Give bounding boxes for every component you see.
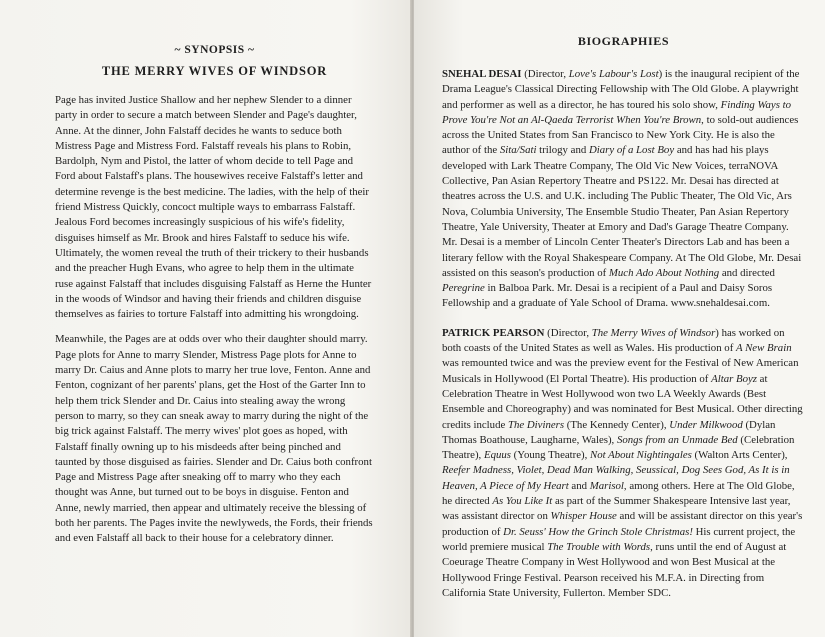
bio-title: Songs from an Unmade Bed — [616, 433, 738, 446]
bio-text: and directed — [719, 266, 775, 279]
bio-text: (Director, — [544, 326, 592, 339]
bio-text: at Celebration Theatre in West Hollywood won two LA Weekly Awards (Best Ensemble and Choreography) and was nominated for Best Musical. Other directing credits include — [442, 372, 803, 431]
bio-title: Sita/Sati — [499, 144, 537, 157]
synopsis-paragraph-2: Meanwhile, the Pages are at odds over who their daughter should marry. Page plots for Anne to marry Slender, Mistress Page plots for Anne to marry Dr. Caius and Anne plots to marry her true love, Fenton. Anne and Fenton, cognizant of her parents' plans, get the Host of the Garter Inn to help them trick Slender and Dr. Caius into stealing away the wrong person to marry, so they can sneak away to marry during the night of the big trick against Falstaff. The merry wives' plot goes as hoped, with Falstaff finally owning up to his misdeeds after being pinched and taunted by those disguised as fairies. Slender and Dr. Caius both confront Page and Mistress Page after sneaking off to marry who they each thought was Anne, but turned out to be boys in disguise. Fenton and Anne, newly married, then appear and ultimately receive the blessing of both her parents. The Pages invite the newlyweds, the Fords, their friends and even Falstaff all back to their house for a celebratory dinner. — [55, 333, 373, 545]
bio-text: (The Kennedy Center), — [564, 418, 670, 431]
bio-title: Much Ado About Nothing — [608, 266, 720, 279]
bio-title: A New Brain — [736, 342, 792, 355]
bio-text: (Director, — [521, 68, 569, 80]
synopsis-label: ~ SYNOPSIS ~ — [174, 44, 255, 56]
bio-text: in Balboa Park. Mr. Desai is a recipient of a Paul and Daisy Soros Fellowship and a graduate of Yale School of Drama. www.snehaldesai.com. — [442, 282, 773, 310]
bio-snehal-desai — [442, 67, 805, 312]
bio-title: The Trouble with Words — [547, 540, 651, 553]
biographies-heading: BIOGRAPHIES — [577, 34, 670, 48]
bio-title: Not About Nightingales — [590, 449, 692, 462]
bio-text: , runs until the end of August at Coeurage Theatre Company in West Hollywood and won Best Musical at the Hollywood Fringe Festival. Pearson received his M.F.A. in Directing from California State University, Fullerton. Member SDC. — [442, 540, 787, 599]
bio-title: Under Milkwood — [669, 418, 743, 431]
bio-title: Altar Boyz — [711, 372, 757, 385]
bio-title: The Merry Wives of Windsor — [591, 326, 716, 339]
bio-patrick-pearson — [442, 326, 805, 601]
bio-text: (Celebration Theatre), — [442, 433, 795, 462]
bio-text: was remounted twice and was the preview event for the Festival of New American Musicals in Hollywood (El Portal Theatre). His production of — [442, 357, 799, 385]
bio-title: Equus — [483, 449, 511, 462]
bio-text: and will be assistant director on this year's production of — [442, 510, 803, 538]
bio-name: SNEHAL DESAI — [442, 68, 522, 80]
bio-name: PATRICK PEARSON — [442, 326, 545, 339]
bio-text: as part of the Summer Shakespeare Intensive last year, was assistant director on — [442, 495, 791, 523]
bio-title: Marisol — [589, 479, 624, 492]
bio-title: As You Like It — [492, 495, 553, 508]
synopsis-paragraph-1: Page has invited Justice Shallow and her nephew Slender to a dinner party in order to secure a match between Slender and Page's daughter, Anne. At the dinner, John Falstaff decides he wants to seduce both Mistress Page and Mistress Ford. Falstaff reveals his plans to Robin, Bardolph, Nym and Pistol, the latter of whom decide to tell Page and Ford about Falstaff's plans. The housewives receive Falstaff's letter and determine revenge is the best medicine. The ladies, with the help of their friend Mistress Quickly, concoct multiple ways to embarrass Falstaff. Jealous Ford becomes increasingly suspicious of his wife's fidelity, disguises himself as Mr. Brook and hires Falstaff to seduce his wife. Ultimately, the women reveal the truth of their trickery to their husbands and the preacher Hugh Evans, who agree to help them in the ultimate ruse against Falstaff that includes disguising Falstaff as Herne the Hunter in the woods of Windsor and having their friends and children disguise themselves as fairies to torture Falstaff into admitting his wrongdoing. — [55, 94, 372, 321]
bio-text: ) has worked on both coasts of the United States as well as Wales. His production of — [442, 326, 785, 355]
biographies-page — [414, 0, 825, 637]
bio-text: and has had his plays developed with Lark Theatre Company, The Old Vic New Voices, terraNOVA Collective, Pan Asian Repertory Theatre and PS122. Mr. Desai has directed at theatres across the U.S. and U.K. including The Public Theater, The Old Vic, Ars Nova, Columbia University, The Ensemble Studio Theater, Pan Asian Repertory Theatre, Yale University, Theater at Emory and Dad's Garage Theatre Company. Mr. Desai is a member of Lincoln Center Theater's Directors Lab and has been a literary fellow with the Royal Shakespeare Company. At The Old Globe, Mr. Desai assisted on this season's production of — [442, 144, 802, 279]
bio-text: , among others. Here at The Old Globe, he directed — [442, 479, 795, 508]
synopsis-page — [0, 0, 412, 637]
bio-text: (Walton Arts Center), — [691, 449, 788, 462]
bio-text: trilogy and — [536, 144, 589, 157]
bio-title: Peregrine — [442, 282, 485, 295]
bio-title: The Diviners — [507, 418, 565, 431]
bio-text: ) is the inaugural recipient of the Drama League's Classical Directing Fellowship with The Old Globe. A playwright and performer as well as a director, he has toured his solo show, — [442, 68, 800, 111]
synopsis-title: THE MERRY WIVES OF WINDSOR — [101, 64, 328, 78]
bio-title: Dr. Seuss' How the Grinch Stole Christmas! — [503, 525, 693, 538]
bio-title: Reefer Madness, Violet, Dead Man Walking, Seussical, Dog Sees God, As It is in Heaven, A Piece of My Heart — [442, 464, 790, 492]
bio-text: (Young Theatre), — [510, 449, 591, 462]
bio-title: Love's Labour's Lost — [568, 68, 659, 80]
bio-text: (Dylan Thomas Boathouse, Laugharne, Wales), — [442, 418, 776, 446]
bio-text: His current project, the world premiere musical — [442, 525, 796, 553]
bio-text: , to sold-out audiences across the United States from San Francisco to New York City. He is also the author of the — [442, 113, 799, 157]
bio-title: Diary of a Lost Boy — [588, 144, 675, 157]
bio-title: Finding Ways to Prove You're Not an Al-Qaeda Terrorist When You're Brown — [442, 98, 791, 126]
bio-title: Whisper House — [550, 510, 617, 523]
bio-text: and — [568, 479, 590, 492]
